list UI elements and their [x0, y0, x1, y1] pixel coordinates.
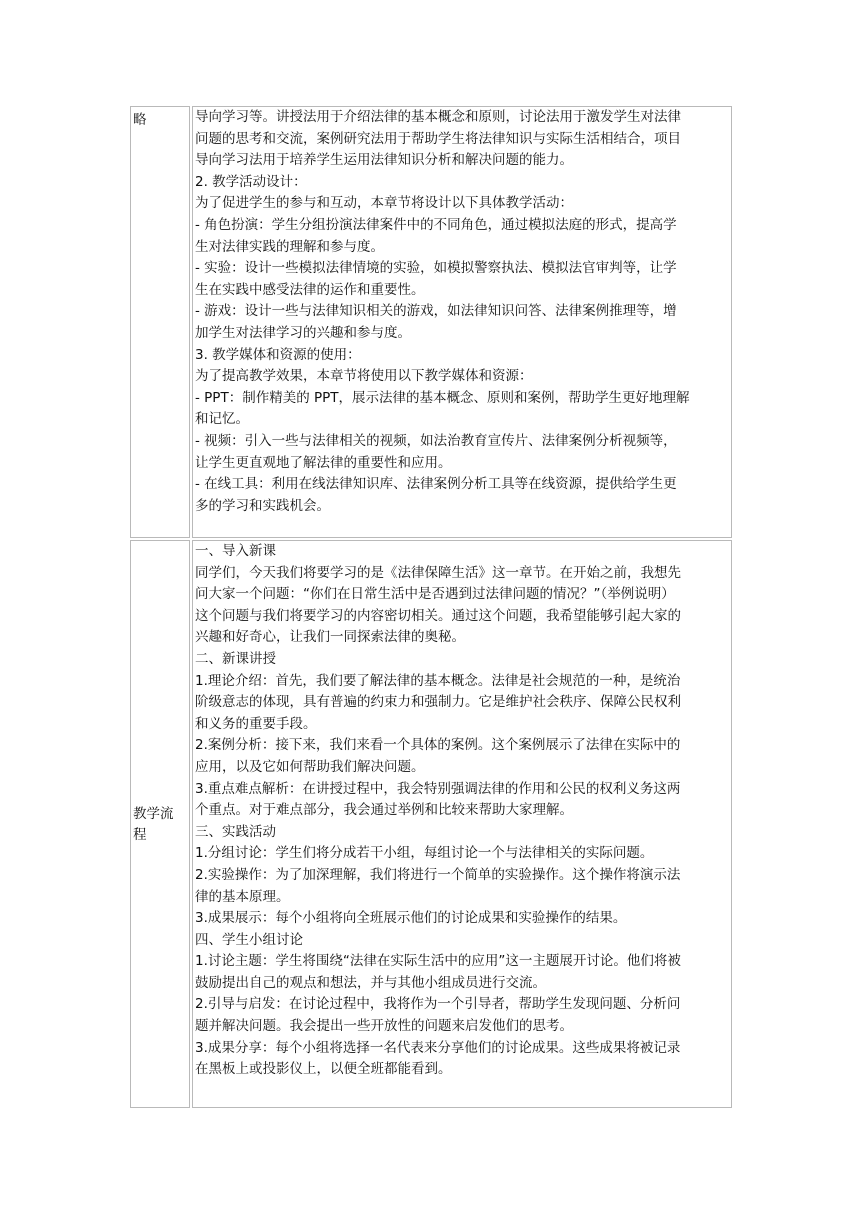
table-row-process — [130, 540, 732, 1108]
text-line: 为了提高教学效果，本章节将使用以下教学媒体和资源： — [195, 368, 533, 385]
text-line: 生对法律实践的理解和参与度。 — [195, 238, 384, 255]
row-label-line: 教学流 — [133, 805, 174, 822]
list-item: - 视频：引入一些与法律相关的视频，如法治教育宣传片、法律案例分析视频等， — [195, 432, 677, 449]
section-heading: 四、学生小组讨论 — [195, 931, 303, 948]
list-item: - PPT：制作精美的 PPT，展示法律的基本概念、原则和案例，帮助学生更好地理解 — [195, 389, 690, 406]
list-item: 3.重点难点解析：在讲授过程中，我会特别强调法律的作用和公民的权利义务这两 — [195, 780, 681, 797]
section-heading: 2. 教学活动设计： — [195, 173, 307, 190]
section-heading: 3. 教学媒体和资源的使用： — [195, 346, 361, 363]
list-item: 2.案例分析：接下来，我们来看一个具体的案例。这个案例展示了法律在实际中的 — [195, 737, 681, 754]
text-line: 应用，以及它如何帮助我们解决问题。 — [195, 758, 425, 775]
list-item: - 实验：设计一些模拟法律情境的实验，如模拟警察执法、模拟法官审判等，让学 — [195, 260, 677, 277]
list-item: - 在线工具：利用在线法律知识库、法律案例分析工具等在线资源，提供给学生更 — [195, 476, 677, 493]
text-line: 多的学习和实践机会。 — [195, 497, 330, 514]
list-item: 3.成果分享：每个小组将选择一名代表来分享他们的讨论成果。这些成果将被记录 — [195, 1039, 681, 1056]
text-line: 阶级意志的体现，具有普遍的约束力和强制力。它是维护社会秩序、保障公民权利 — [195, 694, 681, 711]
list-item: 1.分组讨论：学生们将分成若干小组，每组讨论一个与法律相关的实际问题。 — [195, 845, 654, 862]
text-line: 生在实践中感受法律的运作和重要性。 — [195, 281, 425, 298]
text-line: 题并解决问题。我会提出一些开放性的问题来启发他们的思考。 — [195, 1018, 573, 1035]
text-line: 问大家一个问题：“你们在日常生活中是否遇到过法律问题的情况？”（举例说明） — [195, 586, 675, 603]
text-line: 鼓励提出自己的观点和想法，并与其他小组成员进行交流。 — [195, 974, 546, 991]
text-line: 加学生对法律学习的兴趣和参与度。 — [195, 324, 411, 341]
text-line: 和义务的重要手段。 — [195, 715, 317, 732]
list-item: 1.理论介绍：首先，我们要了解法律的基本概念。法律是社会规范的一种，是统治 — [195, 672, 681, 689]
text-line: 让学生更直观地了解法律的重要性和应用。 — [195, 454, 452, 471]
list-item: - 角色扮演：学生分组扮演法律案件中的不同角色，通过模拟法庭的形式，提高学 — [195, 216, 677, 233]
row-content-methods — [192, 106, 732, 538]
text-line: 在黑板上或投影仪上，以便全班都能看到。 — [195, 1061, 452, 1078]
row-label-process — [130, 540, 190, 1108]
text-line: 律的基本原理。 — [195, 888, 290, 905]
text-line: 问题的思考和交流，案例研究法用于帮助学生将法律知识与实际生活相结合，项目 — [195, 130, 681, 147]
lesson-plan-table — [128, 104, 734, 1110]
text-line: 同学们，今天我们将要学习的是《法律保障生活》这一章节。在开始之前，我想先 — [195, 564, 681, 581]
list-item: 2.引导与启发：在讨论过程中，我将作为一个引导者，帮助学生发现问题、分析问 — [195, 996, 681, 1013]
row-label-line: 程 — [133, 826, 147, 843]
row-label-methods: 略 — [130, 106, 190, 538]
text-line: 这个问题与我们将要学习的内容密切相关。通过这个问题，我希望能够引起大家的 — [195, 607, 681, 624]
list-item: - 游戏：设计一些与法律知识相关的游戏，如法律知识问答、法律案例推理等，增 — [195, 303, 677, 320]
text-line: 兴趣和好奇心，让我们一同探索法律的奥秘。 — [195, 629, 465, 646]
list-item: 1.讨论主题：学生将围绕“法律在实际生活中的应用”这一主题展开讨论。他们将被 — [195, 953, 681, 970]
row-content-process — [192, 540, 732, 1108]
text-line: 导向学习法用于培养学生运用法律知识分析和解决问题的能力。 — [195, 152, 573, 169]
list-item: 3.成果展示：每个小组将向全班展示他们的讨论成果和实验操作的结果。 — [195, 910, 627, 927]
section-heading: 三、实践活动 — [195, 823, 276, 840]
list-item: 2.实验操作：为了加深理解，我们将进行一个简单的实验操作。这个操作将演示法 — [195, 866, 681, 883]
section-heading: 一、导入新课 — [195, 543, 276, 559]
section-heading: 二、新课讲授 — [195, 650, 276, 667]
text-line: 导向学习等。讲授法用于介绍法律的基本概念和原则，讨论法用于激发学生对法律 — [195, 109, 681, 125]
text-line: 个重点。对于难点部分，我会通过举例和比较来帮助大家理解。 — [195, 802, 573, 819]
table-row-methods — [130, 106, 732, 538]
text-line: 为了促进学生的参与和互动，本章节将设计以下具体教学活动： — [195, 195, 573, 212]
text-line: 和记忆。 — [195, 411, 249, 428]
